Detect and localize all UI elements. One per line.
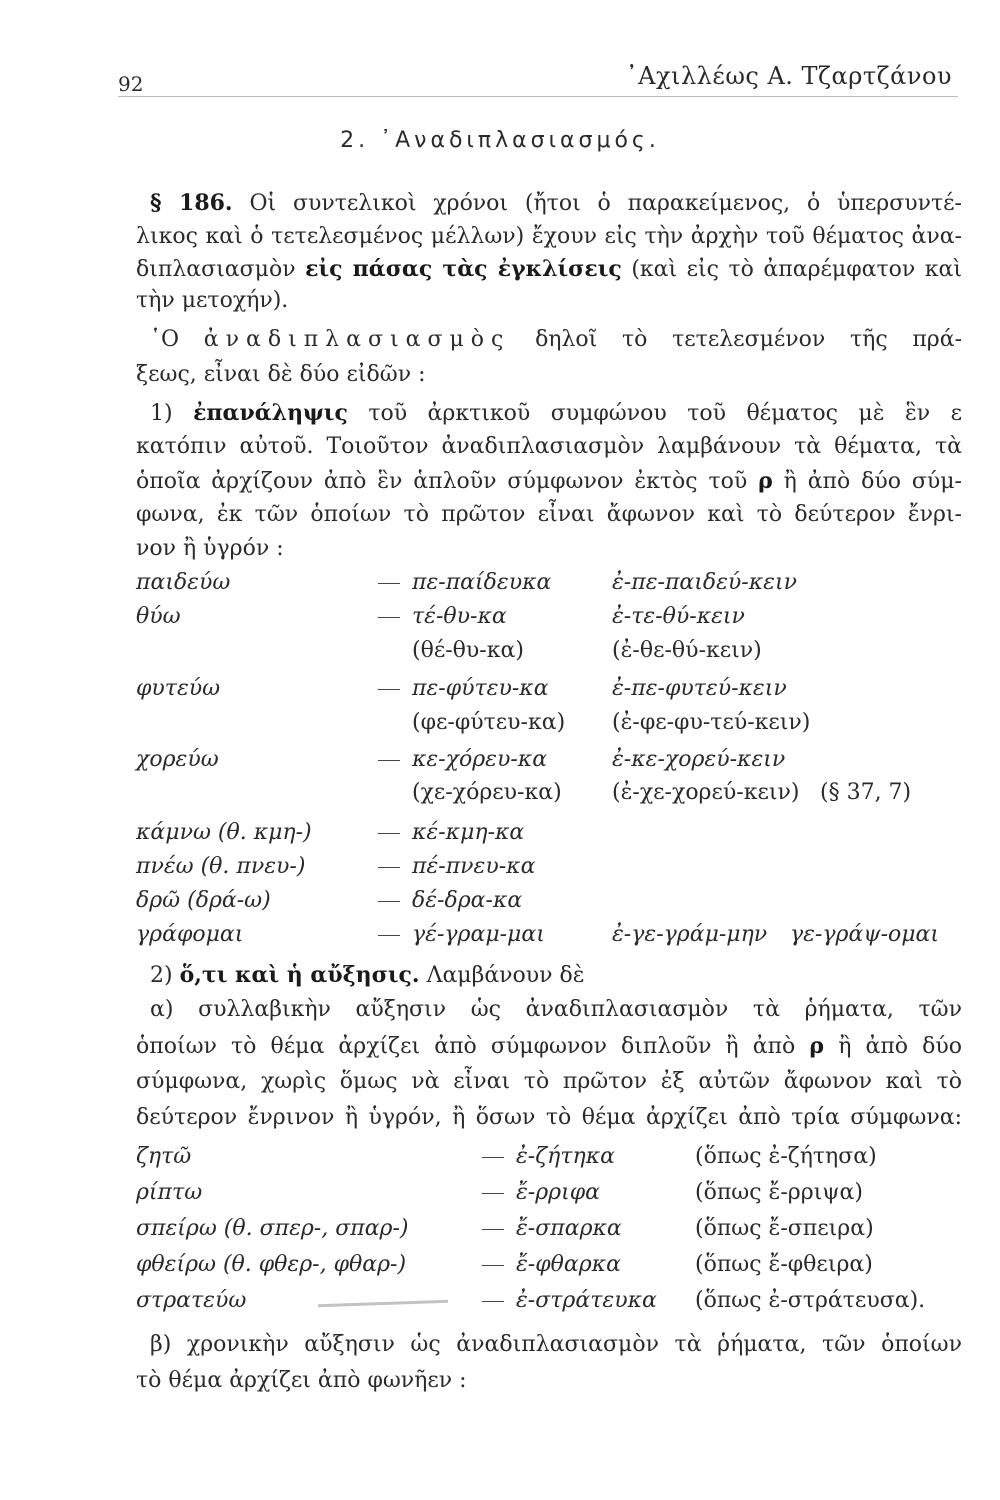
paragraph-186-line: τὴν μετοχήν). (136, 288, 289, 313)
table-perfect: ἐ-ζήτηκα (482, 1142, 615, 1172)
dash (378, 689, 400, 690)
table-perfect: ἔ-ρριφα (482, 1178, 600, 1208)
table-verb: γράφομαι (136, 922, 244, 947)
table-aorist: (ὅπως ἐ-ζήτησα) (695, 1144, 877, 1169)
dash (378, 760, 400, 761)
table-verb: φθείρω (θ. φθερ-, φθαρ-) (136, 1252, 407, 1277)
table-pluperfect: ἐ-τε-θύ-κειν (612, 604, 745, 629)
item-2a-line: δεύτερον ἔνρινον ἢ ὑγρόν, ἢ ὅσων τὸ θέμα ἀρχίζει ἀπὸ τρία σύμφωνα: (136, 1105, 962, 1130)
item-2a-line: α) συλλαβικὴν αὔξησιν ὡς ἀναδιπλασιασμὸν τὰ ῥήματα, τῶν (150, 997, 962, 1022)
table-perfect: τέ-θυ-κα (378, 602, 507, 632)
dash (482, 1193, 504, 1194)
table-verb: θύω (136, 604, 181, 629)
item-1-line: 1) ἐπανάληψις τοῦ ἀρκτικοῦ συμφώνου τοῦ θέματος μὲ ἓν ε (150, 400, 963, 426)
table-verb: φυτεύω (136, 676, 221, 701)
table-aorist: (ὅπως ἔ-φθειρα) (695, 1252, 873, 1277)
table-verb: ζητῶ (136, 1144, 192, 1169)
item-2a-line: σύμφωνα, χωρὶς ὅμως νὰ εἶναι τὸ πρῶτον ἐξ αὐτῶν ἄφωνον καὶ τὸ (136, 1069, 962, 1094)
dash (378, 583, 400, 584)
section-number: § 186. (150, 190, 233, 216)
table-future-perfect: γε-γράψ-ομαι (790, 922, 940, 947)
table-perfect: ἐ-στράτευκα (482, 1286, 657, 1316)
table-verb: δρῶ (δρά-ω) (136, 888, 271, 913)
paragraph-186-line: § 186. Οἱ συντελικοὶ χρόνοι (ἤτοι ὁ παρακείμενος, ὁ ὑπερσυντέ- (150, 190, 962, 216)
table-pluperfect: ἐ-πε-παιδεύ-κειν (612, 570, 797, 595)
table-aorist: (ὅπως ἔ-σπειρα) (695, 1216, 874, 1241)
cross-reference: (§ 37, 7) (820, 780, 912, 805)
table-pluperfect-variant: (ἐ-φε-φυ-τεύ-κειν) (612, 710, 811, 735)
dash (378, 617, 400, 618)
table-perfect: πέ-πνευ-κα (378, 852, 535, 882)
item-1-line: κατόπιν αὐτοῦ. Τοιοῦτον ἀναδιπλασιασμὸν λαμβάνουν τὰ θέματα, τὰ (136, 434, 962, 459)
dash (378, 867, 400, 868)
spaced-term: ἀναδιπλασιασμὸς (203, 327, 511, 352)
dash (378, 833, 400, 834)
item-2a-line: ὁποίων τὸ θέμα ἀρχίζει ἀπὸ σύμφωνον διπλοῦν ἢ ἀπὸ ρ ἢ ἀπὸ δύο (136, 1033, 963, 1059)
table-perfect: κε-χόρευ-κα (378, 745, 547, 775)
table-verb: πνέω (θ. πνευ-) (136, 854, 306, 879)
table-aorist: (ὅπως ἐ-στράτευσα). (695, 1288, 926, 1313)
table-perfect: κέ-κμη-κα (378, 818, 524, 848)
table-perfect: ἔ-φθαρκα (482, 1250, 621, 1280)
dash (378, 935, 400, 936)
definition-line: ξεως, εἶναι δὲ δύο εἰδῶν : (136, 362, 426, 387)
item-2-heading: 2) ὅ,τι καὶ ἡ αὔξησις. Λαμβάνουν δὲ (150, 962, 585, 988)
table-perfect-variant: (φε-φύτευ-κα) (412, 710, 566, 735)
table-verb: στρατεύω (136, 1288, 247, 1313)
table-pluperfect-variant: (ἐ-θε-θύ-κειν) (612, 638, 762, 663)
item-1-line: ὁποῖα ἀρχίζουν ἀπὸ ἓν ἁπλοῦν σύμφωνον ἐκτὸς τοῦ ρ ἢ ἀπὸ δύο σύμ- (136, 468, 962, 494)
table-pluperfect: ἐ-γε-γράμ-μην (612, 922, 768, 947)
item-2b-line: β) χρονικὴν αὔξησιν ὡς ἀναδιπλασιασμὸν τὰ ῥήματα, τῶν ὁποίων (150, 1332, 962, 1357)
item-1-line: νον ἢ ὑγρόν : (136, 536, 284, 561)
table-perfect: πε-φύτευ-κα (378, 674, 549, 704)
table-perfect: γέ-γραμ-μαι (378, 920, 545, 950)
emphasis: ὅ,τι καὶ ἡ αὔξησις. (179, 962, 420, 988)
dash (482, 1301, 504, 1302)
table-perfect: πε-παίδευκα (378, 568, 551, 598)
table-verb: κάμνω (θ. κμη-) (136, 820, 312, 845)
table-pluperfect: ἐ-πε-φυτεύ-κειν (612, 676, 787, 701)
dash (482, 1157, 504, 1158)
page-number: 92 (118, 72, 144, 96)
dash (378, 901, 400, 902)
table-perfect-variant: (χε-χόρευ-κα) (412, 780, 562, 805)
table-verb: ρίπτω (136, 1180, 203, 1205)
table-perfect: ἔ-σπαρκα (482, 1214, 622, 1244)
table-verb: παιδεύω (136, 570, 231, 595)
section-heading: 2. ᾿Αναδιπλασιασμός. (340, 128, 660, 153)
definition-line: ῾Ο ἀναδιπλασιασμὸς δηλοῖ τὸ τετελεσμένον τῆς πρά- (150, 327, 963, 352)
table-pluperfect: ἐ-κε-χορεύ-κειν (612, 747, 786, 772)
table-perfect: δέ-δρα-κα (378, 886, 522, 916)
pencil-mark (318, 1300, 448, 1308)
paragraph-186-line: διπλασιασμὸν εἰς πάσας τὰς ἐγκλίσεις (καὶ εἰς τὸ ἀπαρέμφατον καὶ (136, 256, 962, 282)
emphasis: εἰς πάσας τὰς ἐγκλίσεις (305, 256, 622, 282)
paragraph-186-line: λικος καὶ ὁ τετελεσμένος μέλλων) ἔχουν εἰς τὴν ἀρχὴν τοῦ θέματος ἀνα- (136, 224, 962, 249)
table-perfect-variant: (θέ-θυ-κα) (412, 638, 524, 663)
emphasis: ἐπανάληψις (193, 400, 348, 426)
dash (482, 1229, 504, 1230)
running-head (118, 60, 958, 97)
running-head-author: ᾿Αχιλλέως Α. Τζαρτζάνου (625, 62, 952, 90)
table-pluperfect-variant: (ἐ-χε-χορεύ-κειν) (612, 780, 800, 805)
dash (482, 1265, 504, 1266)
table-aorist: (ὅπως ἔ-ρριψα) (695, 1180, 863, 1205)
table-verb: σπείρω (θ. σπερ-, σπαρ-) (136, 1216, 409, 1241)
item-1-line: φωνα, ἐκ τῶν ὁποίων τὸ πρῶτον εἶναι ἄφωνον καὶ τὸ δεύτερον ἔνρι- (136, 502, 962, 527)
table-verb: χορεύω (136, 747, 219, 772)
item-2b-line: τὸ θέμα ἀρχίζει ἀπὸ φωνῆεν : (136, 1368, 467, 1393)
